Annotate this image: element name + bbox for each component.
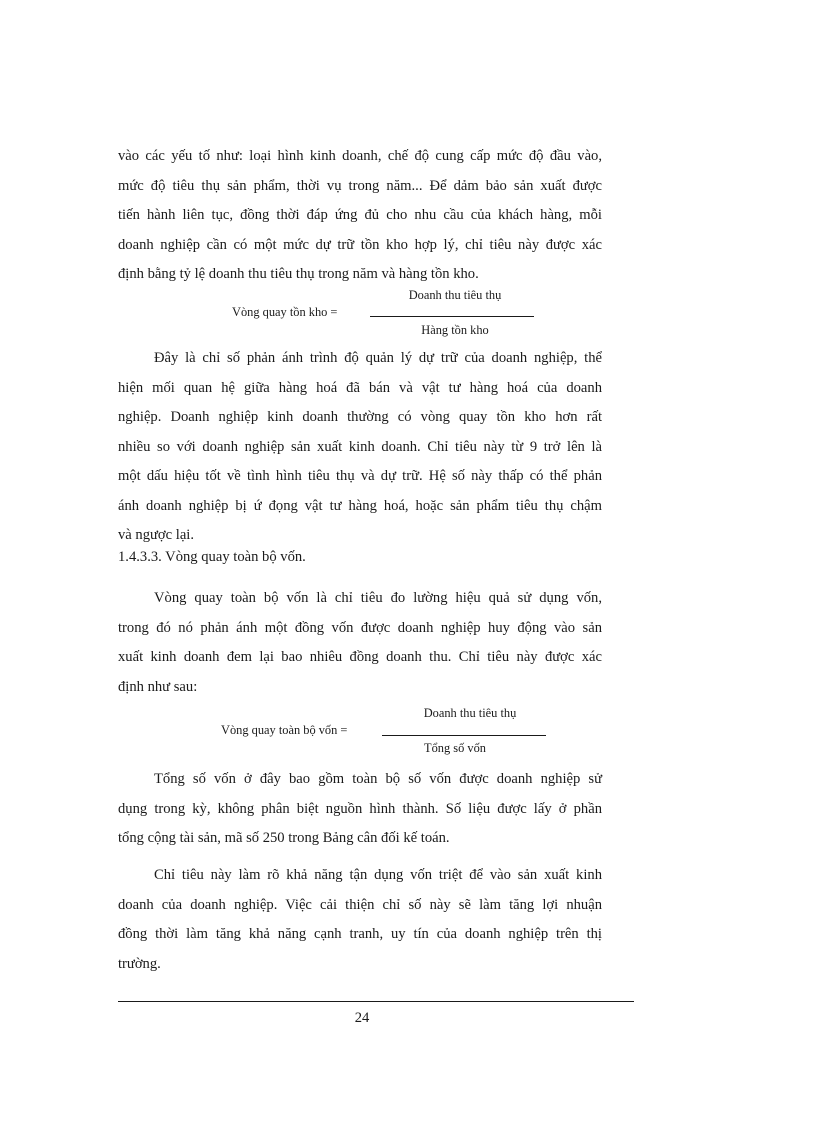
- paragraph-4-line: dụng trong kỳ, không phân biệt nguồn hình thành. Số liệu được lấy ở phần: [118, 800, 602, 817]
- paragraph-4: [118, 765, 602, 854]
- paragraph-2-line: hiện mối quan hệ giữa hàng hoá đã bán và vật tư hàng hoá của doanh: [118, 379, 602, 396]
- paragraph-2-line: ánh doanh nghiệp bị ứ đọng vật tư hàng hoá, hoặc sản phẩm tiêu thụ chậm: [118, 497, 602, 514]
- paragraph-5-line: Chỉ tiêu này làm rõ khả năng tận dụng vốn triệt để vào sản xuất kinh: [154, 867, 602, 883]
- formula-2-label: Vòng quay toàn bộ vốn =: [221, 723, 348, 737]
- paragraph-1-line: doanh nghiệp cần có một mức dự trữ tồn kho hợp lý, chỉ tiêu này được xác: [118, 236, 602, 253]
- paragraph-2: [118, 344, 602, 551]
- paragraph-2-line: nhiều so với doanh nghiệp sản xuất kinh doanh. Chỉ tiêu này từ 9 trở lên là: [118, 438, 602, 455]
- paragraph-5-line: trường.: [118, 955, 161, 972]
- page-number: 24: [354, 1010, 370, 1026]
- paragraph-2-line: nghiệp. Doanh nghiệp kinh doanh thường có vòng quay tồn kho hơn rất: [118, 409, 602, 425]
- paragraph-5: [118, 861, 602, 979]
- paragraph-1: [118, 142, 602, 290]
- formula-2-fraction-bar: [382, 735, 546, 736]
- paragraph-3-line: Vòng quay toàn bộ vốn là chỉ tiêu đo lường hiệu quả sử dụng vốn,: [154, 590, 602, 606]
- formula-2-numerator: Doanh thu tiêu thụ: [423, 706, 517, 720]
- paragraph-3-line: định như sau:: [118, 678, 198, 695]
- paragraph-3-line: xuất kinh doanh đem lại bao nhiêu đồng doanh thu. Chỉ tiêu này được xác: [118, 649, 602, 665]
- paragraph-3-line: trong đó nó phản ánh một đồng vốn được doanh nghiệp huy động vào sản: [118, 619, 602, 636]
- footer-rule: [118, 1001, 634, 1002]
- formula-1-fraction-bar: [370, 316, 534, 317]
- formula-2-denominator: Tổng số vốn: [424, 741, 486, 755]
- formula-1-denominator: Hàng tồn kho: [421, 323, 489, 337]
- formula-1-numerator: Doanh thu tiêu thụ: [408, 288, 502, 302]
- paragraph-2-line: Đây là chỉ số phản ánh trình độ quản lý dự trữ của doanh nghiệp, thể: [154, 350, 602, 366]
- paragraph-1-line: định bằng tỷ lệ doanh thu tiêu thụ trong năm và hàng tồn kho.: [118, 266, 479, 282]
- paragraph-4-line: tổng cộng tài sản, mã số 250 trong Bảng cân đối kế toán.: [118, 830, 450, 846]
- paragraph-2-line: một dấu hiệu tốt về tình hình tiêu thụ và dự trữ. Hệ số này thấp có thể phản: [118, 468, 602, 484]
- paragraph-2-line: và ngược lại.: [118, 527, 195, 543]
- paragraph-1-line: mức độ tiêu thụ sản phẩm, thời vụ trong năm... Để dảm bảo sản xuất được: [118, 177, 602, 194]
- paragraph-5-line: doanh của doanh nghiệp. Việc cải thiện chỉ số này sẽ làm tăng lợi nhuận: [118, 896, 602, 913]
- paragraph-1-line: tiến hành liên tục, đồng thời đáp ứng đủ cho nhu cầu của khách hàng, mỗi: [118, 207, 602, 223]
- paragraph-5-line: đồng thời làm tăng khả năng cạnh tranh, uy tín của doanh nghiệp trên thị: [118, 926, 602, 942]
- formula-1-label: Vòng quay tồn kho =: [232, 305, 338, 319]
- paragraph-4-line: Tổng số vốn ở đây bao gồm toàn bộ số vốn được doanh nghiệp sử: [154, 771, 602, 787]
- section-heading: 1.4.3.3. Vòng quay toàn bộ vốn.: [118, 549, 306, 565]
- paragraph-3: [118, 584, 602, 702]
- paragraph-1-line: vào các yếu tố như: loại hình kinh doanh, chế độ cung cấp mức độ đầu vào,: [118, 148, 602, 164]
